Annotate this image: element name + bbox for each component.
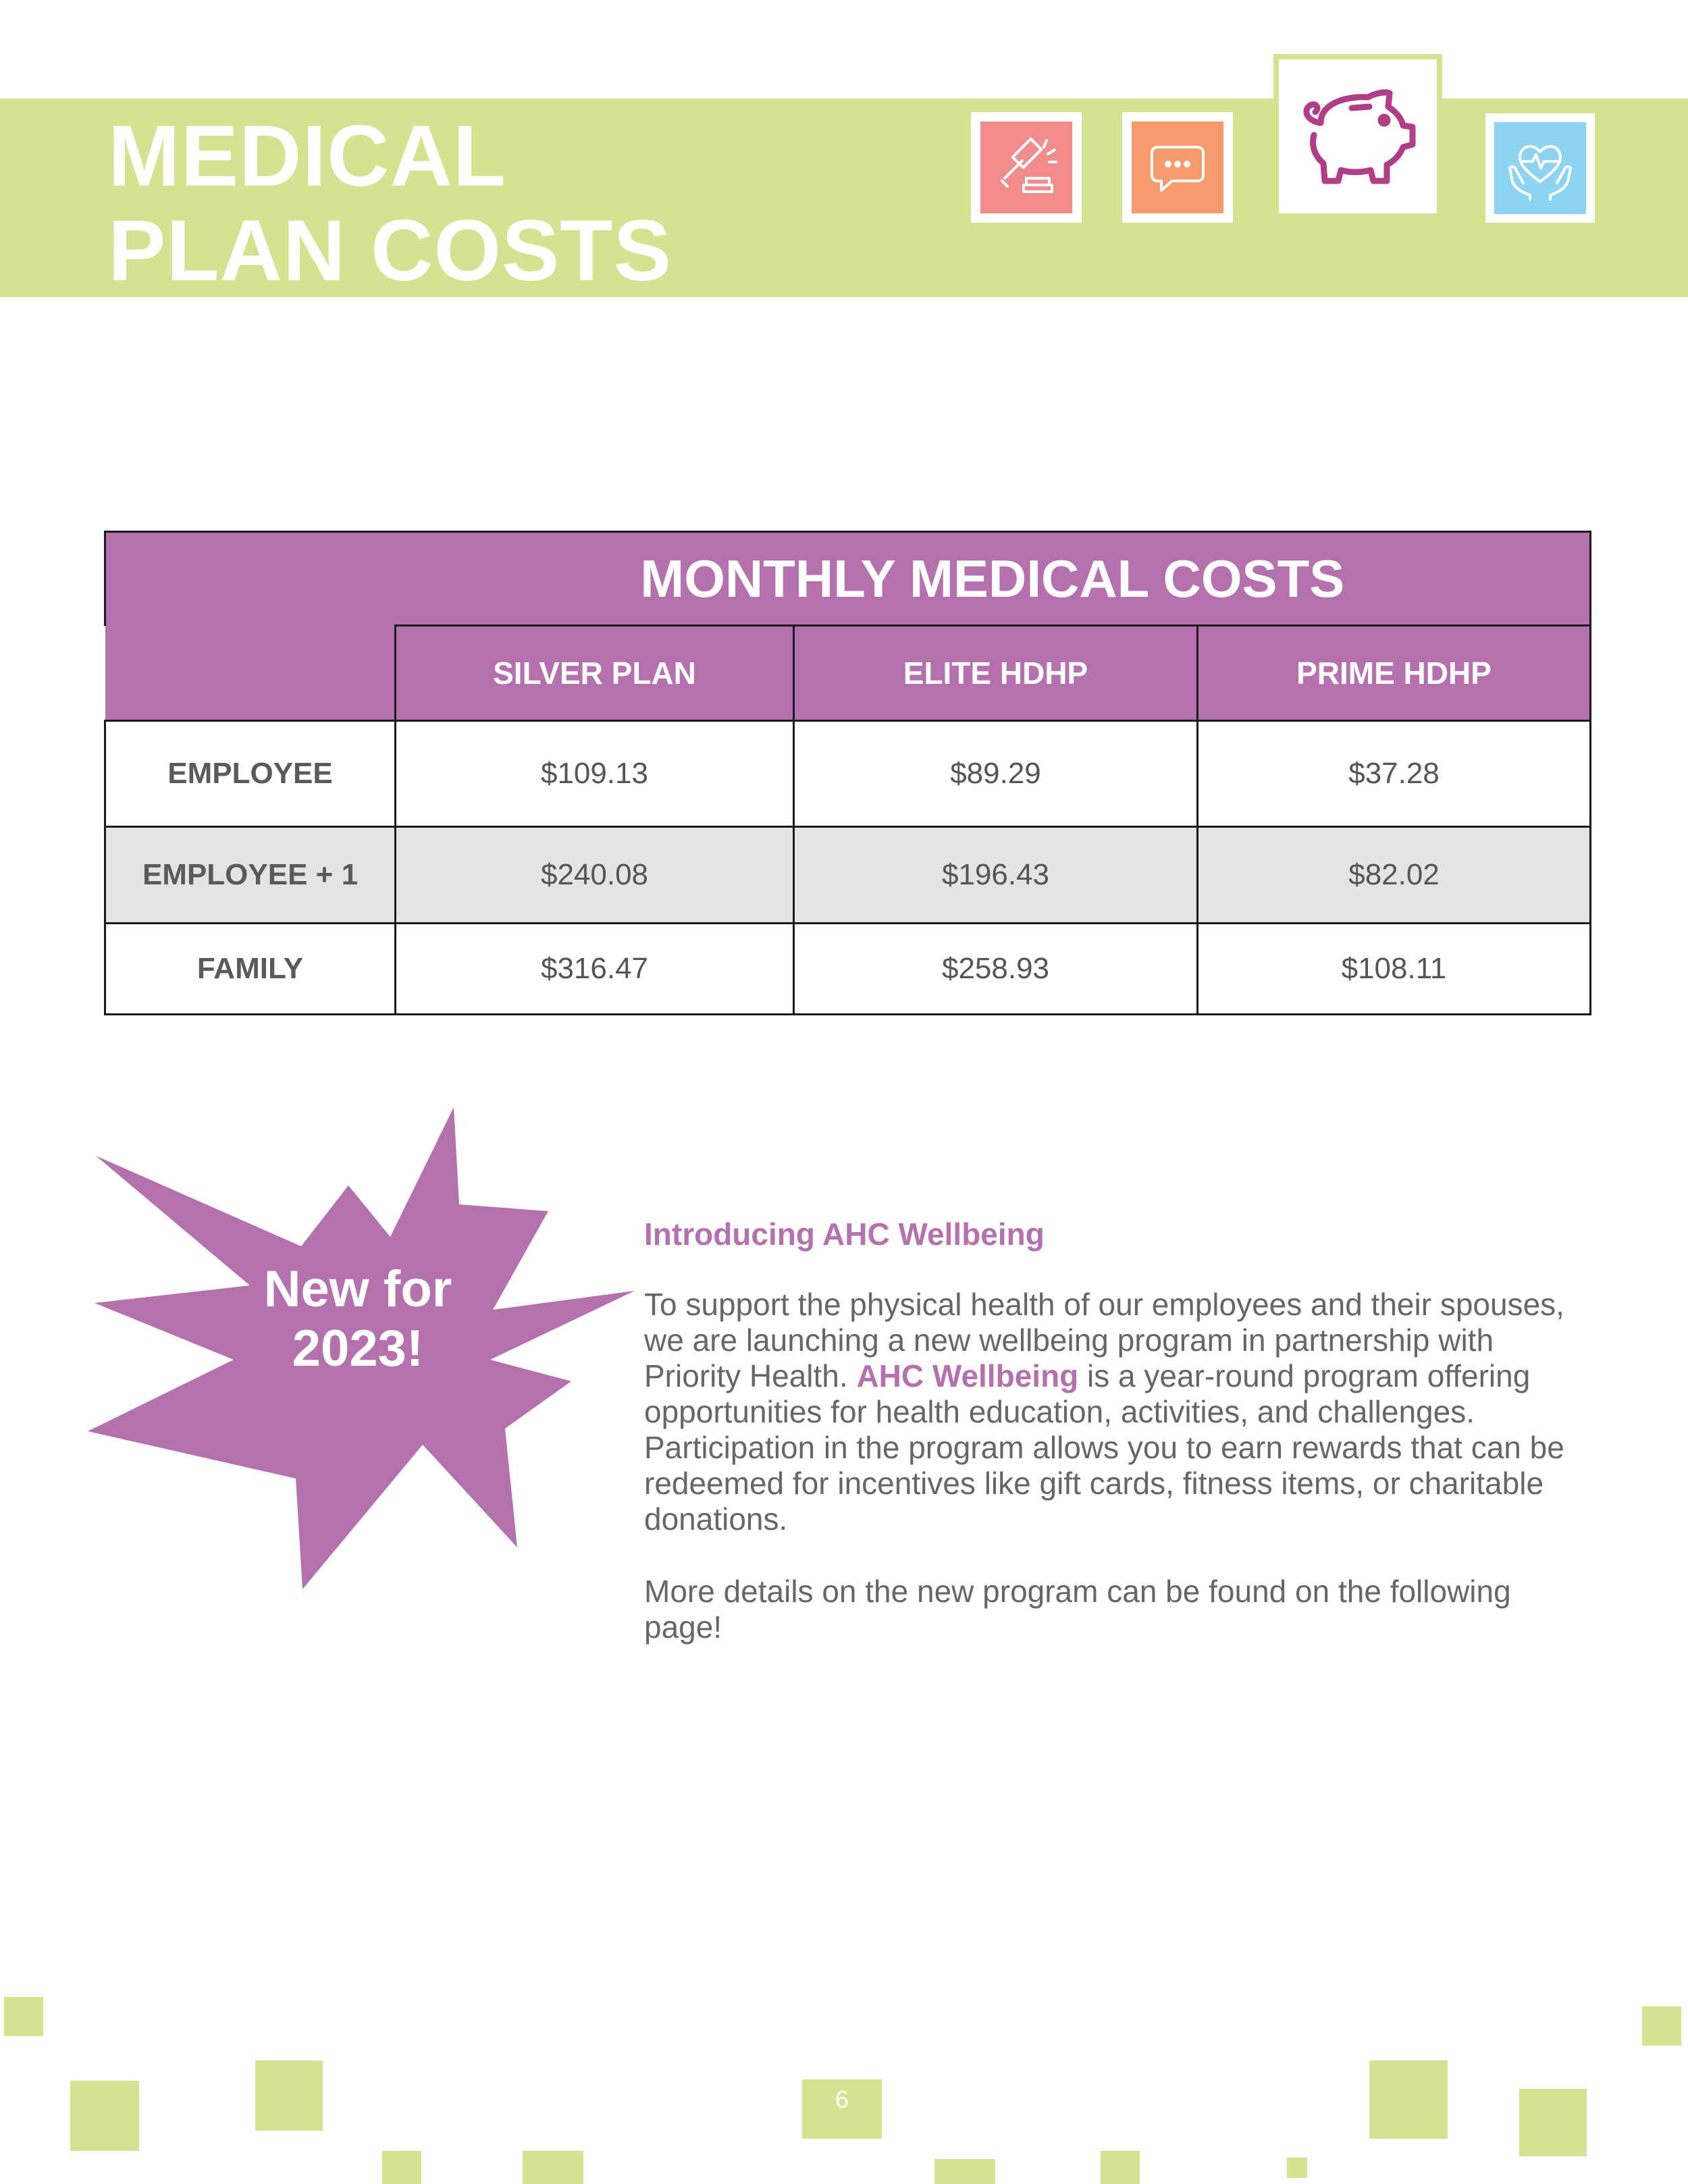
- table-header-row: [105, 626, 1591, 721]
- table-title: MONTHLY MEDICAL COSTS: [396, 532, 1591, 626]
- decor-square: [1287, 2158, 1307, 2178]
- row-label-employee-plus-1: EMPLOYEE + 1: [105, 827, 396, 924]
- page-number: 6: [802, 2079, 882, 2139]
- decor-square: [382, 2151, 421, 2184]
- table-cell: $258.93: [794, 924, 1198, 1015]
- table-row: [105, 721, 1591, 827]
- decor-square: [934, 2159, 995, 2184]
- article-p1-text-end: is a year-round program offering opportunities for health education, activities, and challenges. Participation in the program allows you to earn rewards that can be redeemed for incentives like gift cards, fitness items, or charitable donations.: [644, 1358, 1564, 1537]
- piggy-bank-icon-tile: [1273, 54, 1442, 219]
- chat-icon-tile: [1122, 112, 1233, 223]
- decor-square: [1519, 2089, 1587, 2156]
- decor-square: [1642, 2006, 1681, 2046]
- callout-line1: New for: [263, 1260, 452, 1318]
- table-cell: $196.43: [794, 827, 1198, 924]
- callout-line2: 2023!: [292, 1320, 424, 1377]
- decor-square: [255, 2060, 323, 2131]
- table-cell: $316.47: [396, 924, 794, 1015]
- ahc-wellbeing-highlight: AHC Wellbeing: [856, 1358, 1079, 1393]
- wellbeing-article: [644, 1215, 1576, 1682]
- row-label-family: FAMILY: [105, 924, 396, 1015]
- table-row: [105, 924, 1591, 1015]
- monthly-medical-costs-table: [104, 531, 1591, 1015]
- gavel-icon: [993, 134, 1060, 201]
- page-title-line1: MEDICAL: [108, 108, 507, 205]
- table-cell: $240.08: [396, 827, 794, 924]
- table-corner-cell-lower: [105, 626, 396, 721]
- decor-square: [523, 2151, 583, 2184]
- table-cell: $89.29: [794, 721, 1198, 827]
- heart-hands-icon: [1503, 134, 1577, 202]
- gavel-icon-tile: [971, 112, 1082, 223]
- page-title: [108, 109, 918, 298]
- decor-square: [1101, 2151, 1140, 2184]
- column-header-prime-hdhp: PRIME HDHP: [1198, 626, 1591, 721]
- row-label-employee: EMPLOYEE: [105, 721, 396, 827]
- article-paragraph-1: [644, 1287, 1576, 1537]
- column-header-elite-hdhp: ELITE HDHP: [794, 626, 1198, 721]
- page-title-line2: PLAN COSTS: [108, 203, 672, 299]
- column-header-silver-plan: SILVER PLAN: [396, 626, 794, 721]
- table-cell: $82.02: [1198, 827, 1591, 924]
- new-for-2023-callout: [203, 1260, 513, 1379]
- article-p1-text-start: To support the physical health of our employees and their spouses, we are launching a new wellbeing program in partnership with Priority Health.: [644, 1287, 1564, 1393]
- table-cell: $37.28: [1198, 721, 1591, 827]
- decor-square: [1369, 2060, 1448, 2139]
- table-cell: $109.13: [396, 721, 794, 827]
- decor-square: [70, 2081, 139, 2151]
- table-cell: $108.11: [1198, 924, 1591, 1015]
- article-heading: Introducing AHC Wellbeing: [644, 1217, 1045, 1252]
- decor-square: [4, 1997, 43, 2036]
- table-corner-cell: [105, 532, 396, 626]
- table-title-row: [105, 532, 1591, 626]
- piggy-bank-icon: [1294, 82, 1422, 190]
- heart-hands-icon-tile: [1485, 113, 1595, 223]
- table-row: [105, 827, 1591, 924]
- chat-bubble-icon: [1144, 134, 1211, 201]
- article-paragraph-2: More details on the new program can be found on the following page!: [644, 1574, 1511, 1645]
